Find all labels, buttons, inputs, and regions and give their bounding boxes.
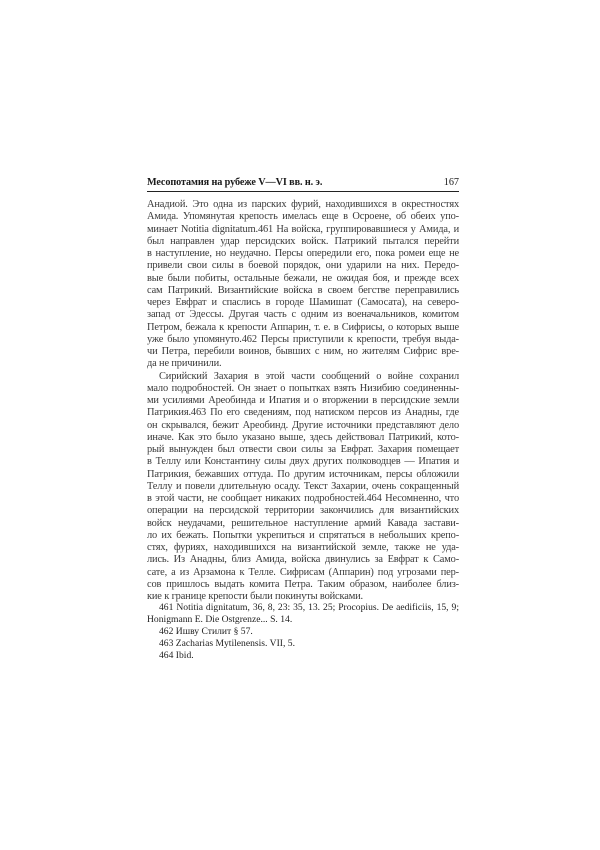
body-line: Петром, бежала к крепости Аппарин, т. е. в Сифрисы, о которых выше: [147, 321, 459, 333]
body-line: Сирийский Захария в этой части сообщений о войне сохранил: [159, 370, 459, 382]
body-line: в наступление, но неудачно. Персы опередили его, пока ромеи еще не: [147, 248, 459, 259]
body-line: ми усилиями Ареобинда и Ипатия и о вторжении в персидские земли: [147, 395, 459, 406]
body-line: в этой части, не сообщает никаких подробностей.464 Несомненно, что: [147, 493, 459, 504]
body-line: Анадиой. Это одна из парских фурий, находившихся в окрестностях: [147, 199, 459, 210]
body-line: он скрывался, бежит Ареобинд. Другие источники представляют дело: [147, 419, 459, 431]
footnote: Honigmann E. Die Ostgrenze... S. 14.: [147, 614, 293, 625]
body-line: да не причинили.: [147, 358, 222, 370]
body-text: [147, 199, 459, 603]
footnote: 461 Notitia dignitatum, 36, 8, 23: 35, 13. 25; Procopius. De aedificiis, 15, 9;: [159, 602, 459, 613]
body-line: привели свои силы в боевой порядок, они ударили на них. Передо-: [147, 260, 459, 272]
body-line: сате, а из Арзамона к Телле. Сифрисам (Аппарин) под угрозами пер-: [147, 566, 459, 578]
body-line: операции на персидской территории закончились для византийских: [147, 505, 459, 517]
body-line: уже было упомянуто.462 Персы приступили к крепости, требуя выда-: [147, 333, 459, 345]
body-line: иначе. Как это было указано выше, здесь действовал Патрикий, кото-: [147, 431, 459, 443]
footnote: 463 Zacharias Mytilenensis. VII, 5.: [159, 638, 295, 649]
running-header: [147, 177, 459, 192]
body-line: Патрикия.463 По его сведениям, под натиском персов из Анадны, где: [147, 407, 459, 419]
body-line: лись. Из Анадны, близ Амида, войска двинулись за Евфрат к Само-: [147, 554, 459, 566]
body-line: через Евфрат и спаслись в городе Шамишат (Самосата), на северо-: [147, 297, 459, 308]
body-line: мало подробностей. Он знает о попытках взять Низибию соединенны-: [147, 382, 459, 394]
footnote: 464 Ibid.: [159, 650, 194, 661]
body-line: сов пришлось выдать комита Петра. Таким образом, наиболее близ-: [147, 578, 459, 590]
body-line: минает Notitia dignitatum.461 На войска, группировавшиеся у Амида, и: [147, 223, 459, 235]
body-line: запад от Эдессы. Другая часть с одним из военачальников, комитом: [147, 309, 459, 321]
body-line: сам Патрикий. Византийские войска в своем бегстве переправились: [147, 284, 459, 296]
body-line: в Теллу или Константину силы двух других полководцев — Ипатия и: [147, 456, 459, 468]
body-line: Теллу и повели длительную осаду. Текст Захарии, очень сокращенный: [147, 480, 459, 492]
body-line: кие к границе крепости были покинуты войсками.: [147, 591, 363, 602]
body-line: войск неудачами, решительное наступление армий Кавада застави-: [147, 517, 459, 529]
body-line: чи Петра, перебили воинов, бывших с ним, но жителям Сифрис вре-: [147, 346, 459, 357]
body-line: ло их бежать. Попытки укрепиться и спрятаться в небольших крепо-: [147, 529, 459, 541]
footnote: 462 Ишву Стилит § 57.: [159, 626, 253, 637]
body-line: Амида. Упомянутая крепость имелась еще в Осроене, об обеих упо-: [147, 211, 459, 223]
body-line: рый вынужден был отвести свои силы за Евфрат. Захария помещает: [147, 444, 459, 455]
body-line: вые были побиты, остальные бежали, не ожидая боя, и прежде всех: [147, 272, 459, 284]
footnotes: [147, 602, 459, 662]
body-line: Патрикия, бежавших оттуда. По другим источникам, персы обложили: [147, 468, 459, 480]
body-line: стях, фуриях, находившихся на византийской земле, также не уда-: [147, 542, 459, 553]
running-title: Месопотамия на рубеже V—VI вв. н. э.: [147, 177, 323, 188]
body-line: был направлен удар персидских войск. Патрикий пытался перейти: [147, 235, 459, 247]
page-number: 167: [443, 177, 459, 188]
